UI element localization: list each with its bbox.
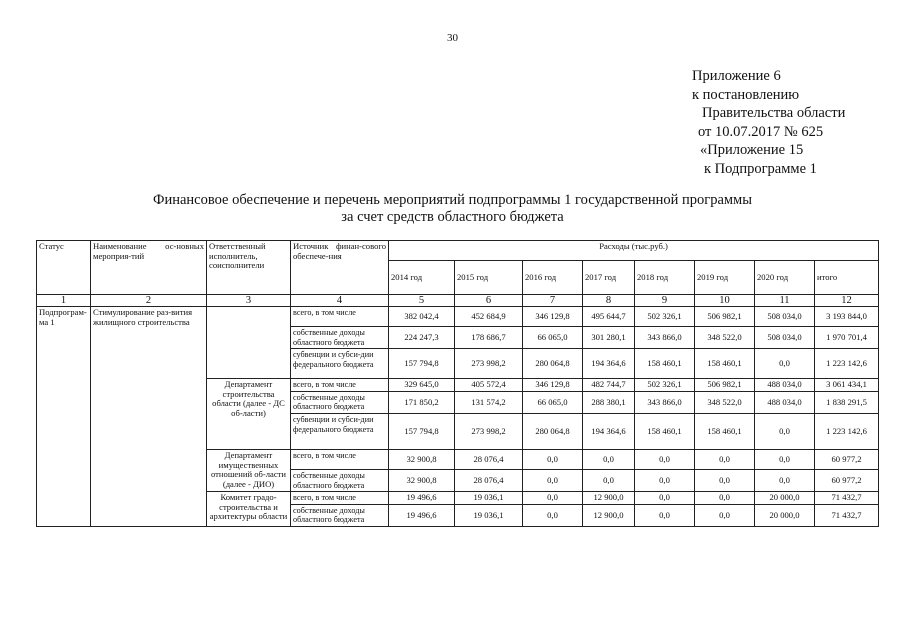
appendix-line: «Приложение 15: [700, 142, 804, 158]
value-cell: 329 645,0: [389, 379, 455, 392]
value-cell: 60 977,2: [815, 469, 879, 491]
value-cell: 0,0: [635, 504, 695, 526]
value-cell: 28 076,4: [455, 449, 523, 469]
title-line: за счет средств областного бюджета: [341, 209, 564, 225]
value-cell: 382 042,4: [389, 307, 455, 327]
appendix-line: к постановлению: [692, 86, 800, 103]
value-cell: 194 364,6: [583, 349, 635, 379]
table-row: [37, 307, 879, 327]
column-index: 5: [389, 295, 455, 307]
value-cell: 348 522,0: [695, 391, 755, 413]
value-cell: 348 522,0: [695, 327, 755, 349]
column-index: 3: [207, 295, 291, 307]
value-cell: 19 496,6: [389, 504, 455, 526]
value-cell: 158 460,1: [695, 413, 755, 449]
value-cell: 288 380,1: [583, 391, 635, 413]
value-cell: 20 000,0: [755, 504, 815, 526]
value-cell: 0,0: [755, 413, 815, 449]
header-source: Источник финан-сового обеспече-ния: [291, 241, 389, 295]
value-cell: 71 432,7: [815, 492, 879, 505]
column-index: 1: [37, 295, 91, 307]
value-cell: 178 686,7: [455, 327, 523, 349]
value-cell: 0,0: [695, 504, 755, 526]
value-cell: 0,0: [695, 449, 755, 469]
value-cell: 508 034,0: [755, 327, 815, 349]
column-index: 4: [291, 295, 389, 307]
source-cell: субвенции и субси-дии федерального бюджета: [291, 349, 389, 379]
value-cell: 157 794,8: [389, 413, 455, 449]
source-cell: всего, в том числе: [291, 307, 389, 327]
value-cell: 0,0: [755, 469, 815, 491]
value-cell: 0,0: [523, 449, 583, 469]
value-cell: 280 064,8: [523, 413, 583, 449]
header-year: 2018 год: [635, 261, 695, 295]
value-cell: 273 998,2: [455, 413, 523, 449]
value-cell: 194 364,6: [583, 413, 635, 449]
value-cell: 488 034,0: [755, 391, 815, 413]
value-cell: 0,0: [635, 469, 695, 491]
value-cell: 502 326,1: [635, 379, 695, 392]
page-number: 30: [447, 32, 458, 44]
value-cell: 0,0: [523, 492, 583, 505]
value-cell: 131 574,2: [455, 391, 523, 413]
column-index: 10: [695, 295, 755, 307]
appendix-line: к Подпрограмме 1: [704, 160, 817, 177]
finance-table: [36, 240, 879, 527]
value-cell: 405 572,4: [455, 379, 523, 392]
value-cell: 0,0: [523, 469, 583, 491]
value-cell: 0,0: [755, 349, 815, 379]
document-title: [0, 192, 905, 226]
source-cell: всего, в том числе: [291, 492, 389, 505]
source-cell: всего, в том числе: [291, 449, 389, 469]
value-cell: 1 838 291,5: [815, 391, 879, 413]
value-cell: 158 460,1: [635, 349, 695, 379]
appendix-line: от 10.07.2017 № 625: [698, 123, 824, 140]
source-cell: собственные доходы областного бюджета: [291, 391, 389, 413]
value-cell: 1 970 701,4: [815, 327, 879, 349]
executor-cell: [207, 307, 291, 379]
appendix-line: Приложение 6: [692, 68, 781, 84]
executor-cell: Комитет градо-строительства и архитектуры области: [207, 492, 291, 527]
value-cell: 60 977,2: [815, 449, 879, 469]
value-cell: 301 280,1: [583, 327, 635, 349]
source-cell: собственные доходы областного бюджета: [291, 469, 389, 491]
value-cell: 0,0: [523, 504, 583, 526]
column-index: 12: [815, 295, 879, 307]
value-cell: 3 193 844,0: [815, 307, 879, 327]
header-year: 2020 год: [755, 261, 815, 295]
value-cell: 488 034,0: [755, 379, 815, 392]
header-year: 2015 год: [455, 261, 523, 295]
value-cell: 28 076,4: [455, 469, 523, 491]
value-cell: 158 460,1: [695, 349, 755, 379]
source-cell: субвенции и субси-дии федерального бюджета: [291, 413, 389, 449]
value-cell: 12 900,0: [583, 504, 635, 526]
value-cell: 506 982,1: [695, 307, 755, 327]
value-cell: 0,0: [583, 469, 635, 491]
value-cell: 157 794,8: [389, 349, 455, 379]
header-year: 2019 год: [695, 261, 755, 295]
header-year: 2017 год: [583, 261, 635, 295]
measure-cell: Стимулирование раз-вития жилищного строительства: [91, 307, 207, 527]
header-responsible: Ответственный исполнитель, соисполнители: [207, 241, 291, 295]
executor-cell: Департамент строительства области (далее - ДС об-ласти): [207, 379, 291, 450]
value-cell: 158 460,1: [635, 413, 695, 449]
header-year: 2016 год: [523, 261, 583, 295]
value-cell: 19 496,6: [389, 492, 455, 505]
header-year: итого: [815, 261, 879, 295]
value-cell: 32 900,8: [389, 469, 455, 491]
value-cell: 273 998,2: [455, 349, 523, 379]
header-status: Статус: [37, 241, 91, 295]
value-cell: 71 432,7: [815, 504, 879, 526]
value-cell: 66 065,0: [523, 391, 583, 413]
value-cell: 66 065,0: [523, 327, 583, 349]
header-name: Наименование ос-новных мероприя-тий: [91, 241, 207, 295]
value-cell: 224 247,3: [389, 327, 455, 349]
status-cell: Подпрограм-ма 1: [37, 307, 91, 527]
value-cell: 280 064,8: [523, 349, 583, 379]
column-index: 11: [755, 295, 815, 307]
value-cell: 20 000,0: [755, 492, 815, 505]
value-cell: 19 036,1: [455, 504, 523, 526]
column-index: 2: [91, 295, 207, 307]
value-cell: 0,0: [755, 449, 815, 469]
appendix-line: Правительства области: [702, 105, 846, 121]
value-cell: 502 326,1: [635, 307, 695, 327]
column-index: 9: [635, 295, 695, 307]
value-cell: 1 223 142,6: [815, 413, 879, 449]
value-cell: 0,0: [635, 449, 695, 469]
value-cell: 0,0: [695, 469, 755, 491]
source-cell: собственные доходы областного бюджета: [291, 504, 389, 526]
header-expenses: Расходы (тыс.руб.): [389, 241, 879, 261]
value-cell: 343 866,0: [635, 391, 695, 413]
value-cell: 346 129,8: [523, 379, 583, 392]
column-index: 7: [523, 295, 583, 307]
value-cell: 1 223 142,6: [815, 349, 879, 379]
value-cell: 0,0: [635, 492, 695, 505]
value-cell: 32 900,8: [389, 449, 455, 469]
header-year: 2014 год: [389, 261, 455, 295]
value-cell: 343 866,0: [635, 327, 695, 349]
column-index: 8: [583, 295, 635, 307]
executor-cell: Департамент имущественных отношений об-ласти (далее - ДИО): [207, 449, 291, 491]
appendix-block: [692, 67, 845, 178]
source-cell: всего, в том числе: [291, 379, 389, 392]
value-cell: 171 850,2: [389, 391, 455, 413]
value-cell: 495 644,7: [583, 307, 635, 327]
value-cell: 0,0: [695, 492, 755, 505]
value-cell: 0,0: [583, 449, 635, 469]
source-cell: собственные доходы областного бюджета: [291, 327, 389, 349]
value-cell: 482 744,7: [583, 379, 635, 392]
column-index: 6: [455, 295, 523, 307]
value-cell: 506 982,1: [695, 379, 755, 392]
value-cell: 508 034,0: [755, 307, 815, 327]
value-cell: 346 129,8: [523, 307, 583, 327]
value-cell: 12 900,0: [583, 492, 635, 505]
value-cell: 452 684,9: [455, 307, 523, 327]
value-cell: 3 061 434,1: [815, 379, 879, 392]
value-cell: 19 036,1: [455, 492, 523, 505]
title-line: Финансовое обеспечение и перечень мероприятий подпрограммы 1 государственной программы: [153, 192, 752, 208]
